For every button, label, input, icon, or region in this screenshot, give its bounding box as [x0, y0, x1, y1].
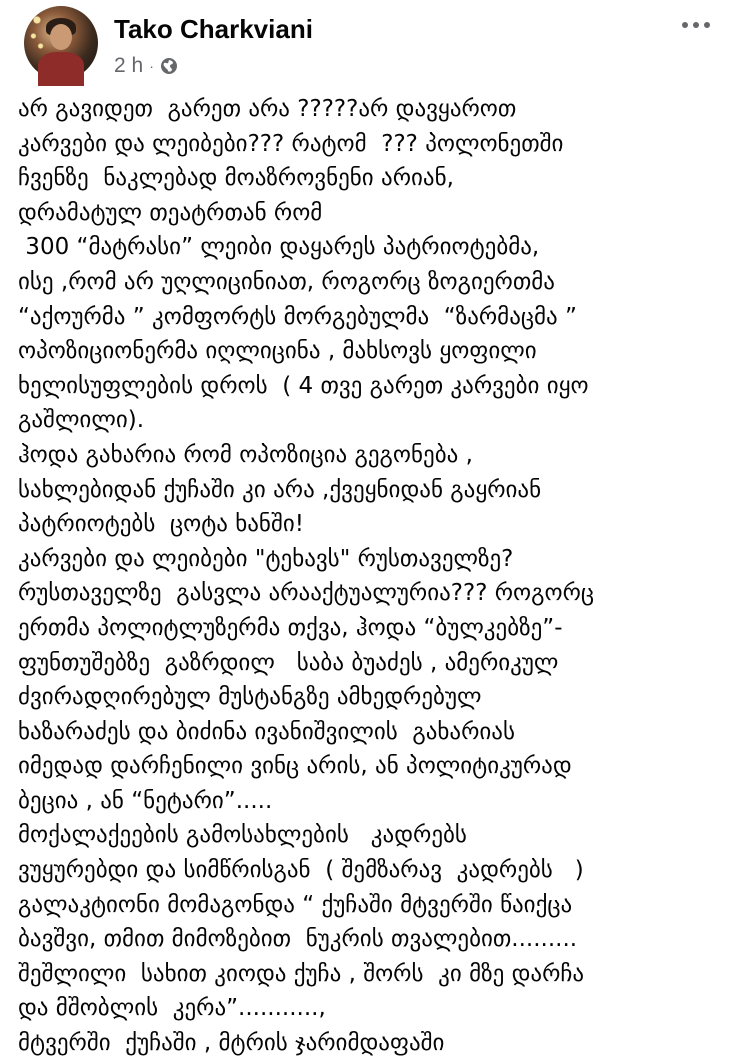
post-text-line: ძვირადღირებულ მუსტანგზე ამხედრებულ: [18, 684, 482, 711]
post-text-line: ბეცია , ან “ნეტარი”.....: [18, 787, 273, 814]
more-dot: [682, 22, 688, 28]
post-text-line: დრამატულ თეატრთან რომ: [18, 199, 323, 226]
post-text-line: გაშლილი).: [18, 407, 145, 434]
post-text-line: ხაზარაძეს და ბიძინა ივანიშვილის გახარიას: [18, 718, 516, 745]
post-meta: [114, 54, 178, 78]
post-header: [0, 0, 738, 90]
post-text-line: პატრიოტებს ცოტა ხანში!: [18, 511, 304, 538]
more-dots-icon[interactable]: [676, 10, 716, 40]
post-text-line: მტვერში ქუჩაში , მტრის ჯარიმდაფაში: [18, 1030, 445, 1057]
more-dot: [704, 22, 710, 28]
author-name[interactable]: Tako Charkviani: [114, 14, 313, 44]
post-text-line: შეშლილი სახით კიოდა ქუჩა , შორს კი მზე დარჩა: [18, 960, 585, 987]
post-text-line: რუსთაველზე გასვლა არააქტუალურია??? როგორც: [18, 580, 595, 607]
post-time[interactable]: 2 h: [114, 54, 144, 77]
post-text-line: ჩვენზე ნაკლებად მოაზროვნენი არიან,: [18, 165, 454, 192]
post-text-line: კარვები და ლეიბები??? რატომ ??? პოლონეთში: [18, 130, 564, 157]
meta-separator: ·: [149, 58, 154, 74]
post-text-line: 300 “მატრასი” ლეიბი დაყარეს პატრიოტებმა,: [18, 234, 540, 261]
post-text-line: ფუნთუშებზე გაზრდილ საბა ბუაძეს , ამერიკულ: [18, 649, 559, 676]
post-text-line: სახლებიდან ქუჩაში კი არა ,ქვეყნიდან გაყრიან: [18, 476, 542, 503]
post-text-line: არ გავიდეთ გარეთ არა ?????არ დავყაროთ: [18, 96, 517, 122]
avatar-shirt: [38, 52, 84, 86]
post-text-line: და მშობლის კერა”...........,: [18, 995, 326, 1022]
post-text-line: ხელისუფლების დროს ( 4 თვე გარეთ კარვები იყო: [18, 372, 589, 399]
avatar-face: [50, 24, 72, 50]
post-text-line: ჰოდა გახარია რომ ოპოზიცია გეგონება ,: [18, 441, 473, 468]
post-text-line: იმედად დარჩენილი ვინც არის, ან პოლიტიკურად: [18, 753, 572, 780]
post-text-line: მოქალაქეების გამოსახლების კადრებს: [18, 822, 467, 849]
post-text: [18, 92, 728, 1057]
avatar[interactable]: [24, 6, 98, 80]
post-text-line: ერთმა პოლიტლუზერმა თქვა, ჰოდა “ბულკებზე”-: [18, 614, 563, 641]
post-text-line: კარვები და ლეიბები "ტეხავს" რუსთაველზე?: [18, 545, 514, 572]
post-text-line: “აქოურმა ” კომფორტს მორგებულმა “ზარმაცმა ”: [18, 303, 577, 330]
globe-icon[interactable]: [160, 57, 178, 75]
post-text-line: ისე ,რომ არ უღლიცინიათ, როგორც ზოგიერთმა: [18, 268, 555, 295]
more-dot: [693, 22, 699, 28]
post-text-line: ოპოზიციონერმა იღლიცინა , მახსოვს ყოფილი: [18, 338, 537, 365]
post-text-line: გალაკტიონი მომაგონდა “ ქუჩაში მტვერში წაიქცა: [18, 891, 573, 918]
post-text-line: ბავშვი, თმით მიმოზებით ნუკრის თვალებით.........: [18, 926, 578, 953]
avatar-background-lights: [28, 12, 46, 52]
post-text-line: ვუყურებდი და სიმწრისგან ( შემზარავ კადრებს ): [18, 857, 584, 884]
